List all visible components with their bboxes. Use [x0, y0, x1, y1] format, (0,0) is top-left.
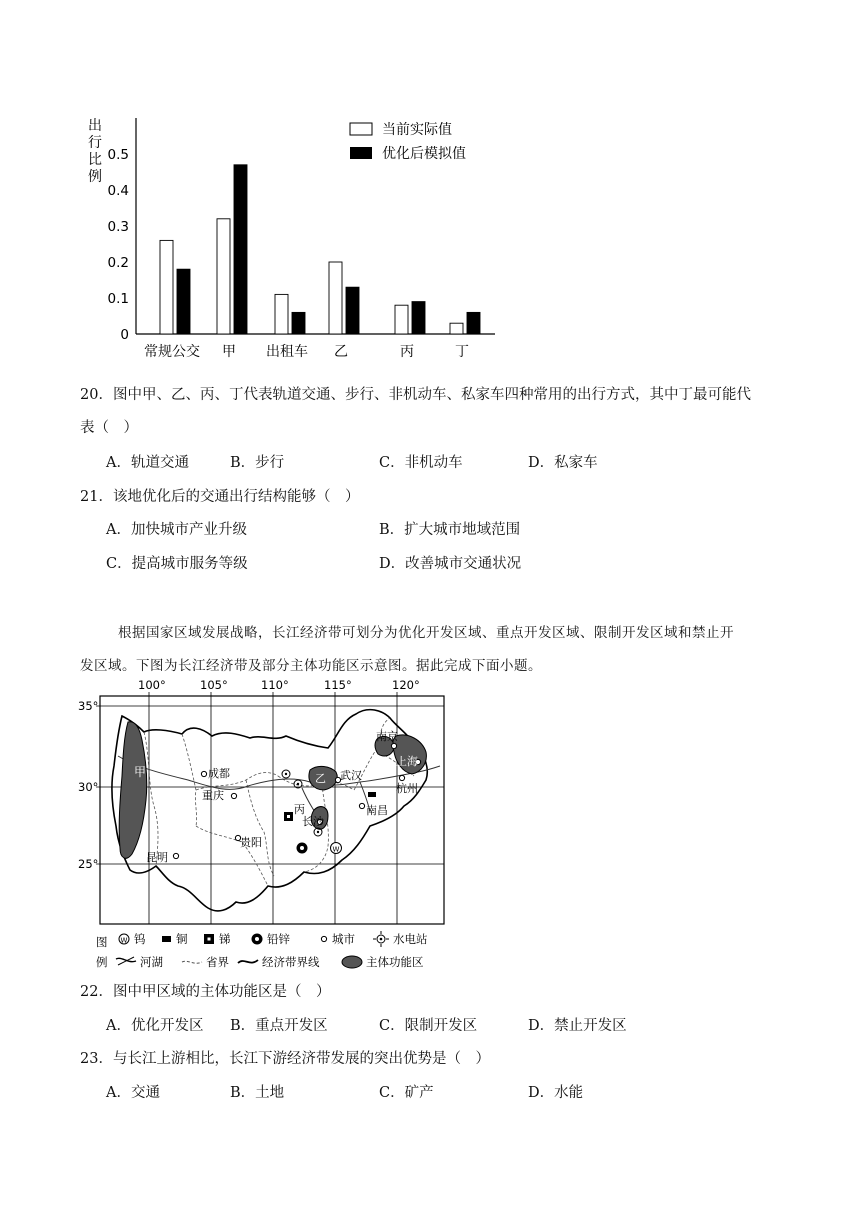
- y-tick-label: 0.4: [107, 183, 129, 199]
- city-changsha: 长沙: [302, 815, 324, 828]
- q20-stem-line2: 表（ ）: [80, 420, 138, 436]
- legend-title-2: 例: [96, 955, 108, 969]
- city-wuhan: 武汉: [340, 769, 362, 782]
- q21-option-a[interactable]: A．加快城市产业升级: [106, 522, 247, 538]
- x-category-label: 出租车: [266, 344, 308, 360]
- legend-label-current: 当前实际值: [382, 122, 452, 138]
- bar-current: [217, 219, 230, 334]
- svg-text:W: W: [120, 936, 128, 945]
- x-category-label: 甲: [222, 344, 236, 360]
- q20-option-b[interactable]: B．步行: [230, 455, 285, 471]
- lat-label: 35°: [78, 699, 99, 713]
- q23-option-a[interactable]: A．交通: [106, 1085, 160, 1101]
- latitude-labels: [78, 699, 98, 871]
- bar-optimized: [346, 287, 359, 334]
- y-tick-label: 0.3: [107, 219, 129, 235]
- lon-label: 115°: [324, 678, 352, 692]
- map-legend: [96, 931, 428, 969]
- city-nanjing: 南京: [376, 730, 398, 743]
- x-category-label: 乙: [334, 344, 348, 360]
- q22-option-d[interactable]: D．禁止开发区: [528, 1018, 627, 1034]
- legend-province: 省界: [206, 955, 229, 969]
- x-category-label: 常规公交: [144, 344, 200, 360]
- city-shanghai: 上海: [396, 755, 418, 768]
- intro-line1: 根据国家区域发展战略，长江经济带可划分为优化开发区域、重点开发区域、限制开发区域和禁止开: [118, 625, 734, 641]
- region-label-bing: 丙: [294, 803, 305, 816]
- q21-option-c[interactable]: C．提高城市服务等级: [106, 556, 248, 572]
- bar-optimized: [292, 312, 305, 334]
- legend-city: 城市: [332, 932, 355, 946]
- bar-current: [275, 294, 288, 334]
- city-guiyang: 贵阳: [240, 836, 262, 849]
- province-border-icon: [182, 961, 202, 963]
- lead-zinc-icon: [252, 934, 263, 945]
- travel-ratio-bar-chart: [80, 110, 510, 365]
- belt-boundary-icon: [238, 960, 258, 963]
- q23-option-c[interactable]: C．矿产: [379, 1085, 434, 1101]
- lead-zinc-icon: [297, 843, 308, 854]
- legend-zone: 主体功能区: [366, 955, 424, 969]
- x-category-label: 丁: [455, 344, 469, 360]
- x-category-label: 丙: [400, 344, 414, 360]
- y-tick-label: 0.1: [107, 291, 129, 307]
- city-icon: [321, 936, 326, 941]
- copper-icon: [162, 936, 171, 942]
- legend-hydro: 水电站: [393, 932, 428, 946]
- city-hangzhou: 杭州: [396, 782, 418, 795]
- bar-optimized: [234, 165, 247, 334]
- ylabel-char: 比: [88, 152, 102, 168]
- city-nanchang: 南昌: [366, 804, 388, 817]
- lon-label: 105°: [200, 678, 228, 692]
- q23-stem: 23．与长江上游相比，长江下游经济带发展的突出优势是（ ）: [80, 1051, 490, 1067]
- legend-antimony: 锑: [219, 932, 231, 946]
- intro-line2: 发区域。下图为长江经济带及部分主体功能区示意图。据此完成下面小题。: [80, 658, 542, 674]
- ylabel-char: 出: [88, 118, 102, 134]
- lon-label: 120°: [392, 678, 420, 692]
- legend-swatch-optimized: [350, 147, 372, 159]
- bar-current: [329, 262, 342, 334]
- chart-legend: [350, 121, 466, 162]
- q22-option-a[interactable]: A．优化开发区: [106, 1018, 204, 1034]
- city-chongqing: 重庆: [202, 789, 224, 802]
- q21-option-d[interactable]: D．改善城市交通状况: [379, 556, 522, 572]
- bar-current: [160, 240, 173, 334]
- y-tick-label: 0: [120, 327, 129, 343]
- lat-label: 30°: [78, 780, 99, 794]
- q20-option-a[interactable]: A．轨道交通: [106, 455, 189, 471]
- q20-option-c[interactable]: C．非机动车: [379, 455, 463, 471]
- copper-icon: [368, 792, 376, 797]
- legend-tungsten: 钨: [134, 932, 146, 946]
- province-borders: [144, 718, 414, 886]
- city-chengdu: 成都: [208, 767, 230, 780]
- legend-river: 河湖: [140, 955, 163, 969]
- city-kunming: 昆明: [146, 851, 168, 864]
- q21-stem: 21．该地优化后的交通出行结构能够（ ）: [80, 489, 360, 505]
- lon-label: 100°: [138, 678, 166, 692]
- lat-label: 25°: [78, 857, 99, 871]
- zone-jia: [119, 722, 147, 859]
- q23-option-d[interactable]: D．水能: [528, 1085, 584, 1101]
- chart-ylabel: [88, 118, 102, 185]
- ylabel-char: 例: [88, 169, 102, 185]
- legend-swatch-current: [350, 123, 372, 135]
- lon-label: 110°: [261, 678, 289, 692]
- legend-lead-zinc: 铅锌: [267, 932, 290, 946]
- q22-stem: 22．图中甲区域的主体功能区是（ ）: [80, 984, 331, 1000]
- yangtze-economic-belt-map: [78, 676, 458, 976]
- region-label-jia: 甲: [134, 765, 147, 779]
- tungsten-icon: [119, 934, 129, 945]
- svg-text:W: W: [332, 845, 340, 854]
- y-tick-label: 0.2: [107, 255, 129, 271]
- antimony-icon: [204, 934, 214, 944]
- bar-optimized: [467, 312, 480, 334]
- q22-option-b[interactable]: B．重点开发区: [230, 1018, 328, 1034]
- legend-belt: 经济带界线: [262, 955, 320, 969]
- ylabel-char: 行: [88, 135, 102, 151]
- bar-current: [450, 323, 463, 334]
- legend-label-optimized: 优化后模拟值: [382, 146, 466, 162]
- bar-optimized: [412, 302, 425, 334]
- bar-current: [395, 305, 408, 334]
- q20-option-d[interactable]: D．私家车: [528, 455, 598, 471]
- graticule: [96, 692, 444, 924]
- bar-optimized: [177, 269, 190, 334]
- region-label-yi: 乙: [315, 772, 326, 785]
- legend-copper: 铜: [176, 932, 188, 946]
- q20-stem-line1: 20．图中甲、乙、丙、丁代表轨道交通、步行、非机动车、私家车四种常用的出行方式，其中丁最可能代: [80, 387, 751, 403]
- q21-option-b[interactable]: B．扩大城市地域范围: [379, 522, 521, 538]
- q23-option-b[interactable]: B．土地: [230, 1085, 285, 1101]
- antimony-icon: [284, 812, 293, 821]
- tungsten-icon: [331, 843, 342, 854]
- y-tick-label: 0.5: [107, 147, 129, 163]
- hydro-station-icon: [373, 931, 389, 947]
- q22-option-c[interactable]: C．限制开发区: [379, 1018, 478, 1034]
- longitude-labels: [138, 678, 420, 692]
- legend-title-1: 图: [96, 935, 108, 949]
- zone-icon: [342, 956, 362, 968]
